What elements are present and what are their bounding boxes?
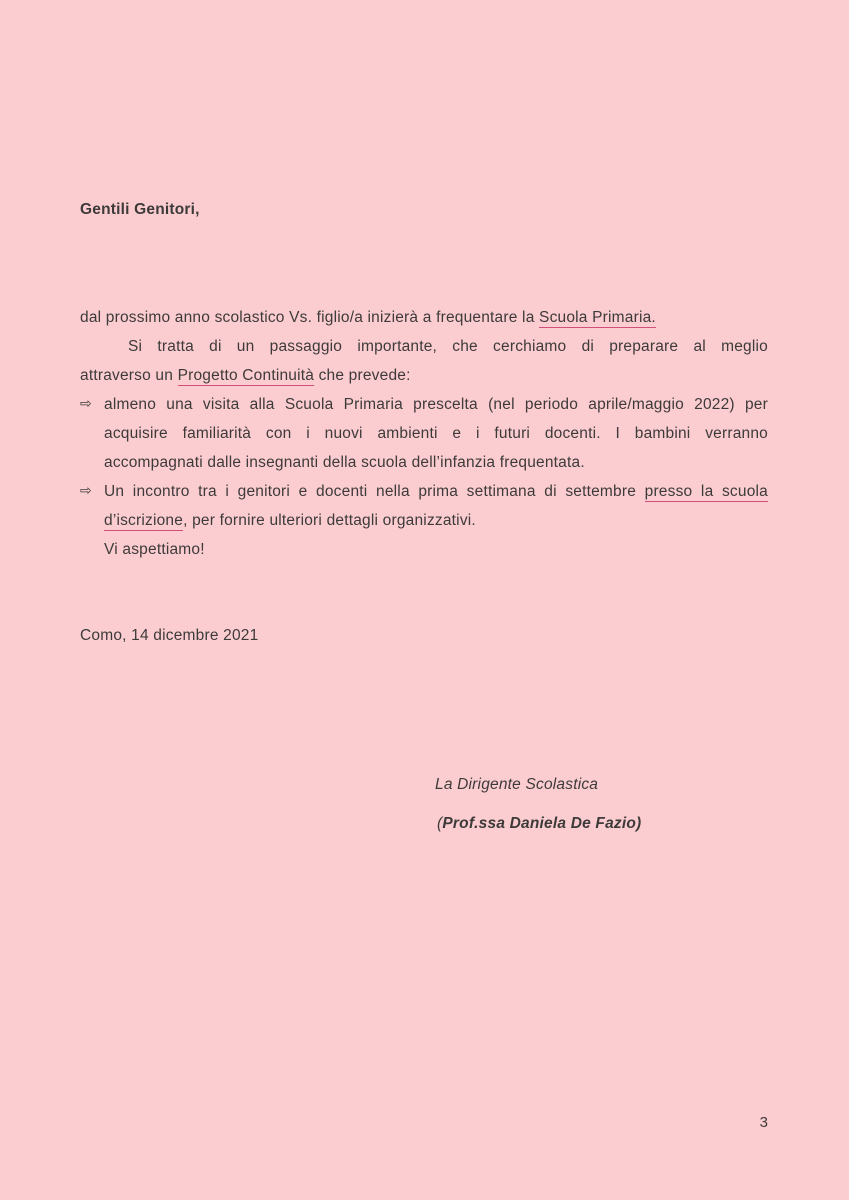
paragraph-passaggio-line1: Si tratta di un passaggio importante, che cerchiamo di preparare al meglio <box>128 338 768 355</box>
bullet-incontro-line1 <box>104 477 768 506</box>
paragraph-passaggio-line2 <box>80 361 768 390</box>
bullet-visita <box>80 390 768 477</box>
bullet-incontro <box>80 477 768 535</box>
bullet-incontro-line2 <box>104 506 768 535</box>
incontro-text-before: Un incontro tra i genitori e docenti nella prima settimana di settembre <box>104 483 645 500</box>
bullet-visita-line3: accompagnati dalle insegnanti della scuola dell’infanzia frequentata. <box>104 454 585 471</box>
closing-line: Vi aspettiamo! <box>104 541 205 558</box>
arrow-bullet-icon: ⇨ <box>80 483 92 499</box>
arrow-bullet-icon: ⇨ <box>80 396 92 412</box>
passaggio-text-before: attraverso un <box>80 367 178 384</box>
underlined-progetto-continuita: Progetto Continuità <box>177 367 315 384</box>
signature-name <box>437 809 768 838</box>
signature-open-paren: ( <box>437 815 443 832</box>
place-and-date: Como, 14 dicembre 2021 <box>80 627 259 644</box>
incontro-text-after: , per fornire ulteriori dettagli organizzativi. <box>183 512 476 529</box>
underlined-presso-la-scuola: presso la scuola <box>644 483 768 500</box>
intro-text: dal prossimo anno scolastico Vs. figlio/a inizierà a frequentare la <box>80 309 540 326</box>
signature-name-bold: Prof.ssa Daniela De Fazio) <box>442 815 642 832</box>
salutation: Gentili Genitori, <box>80 201 200 218</box>
underlined-discrizione: d’iscrizione <box>104 512 184 529</box>
underlined-scuola-primaria: Scuola Primaria. <box>539 309 656 326</box>
bullet-visita-line2: acquisire familiarità con i nuovi ambienti e i futuri docenti. I bambini verranno <box>104 425 768 442</box>
passaggio-text-after: che prevede: <box>314 367 411 384</box>
paragraph-intro <box>80 303 768 332</box>
page-number: 3 <box>759 1114 768 1131</box>
bullet-visita-line1: almeno una visita alla Scuola Primaria prescelta (nel periodo aprile/maggio 2022) per <box>104 396 768 413</box>
signature-role: La Dirigente Scolastica <box>435 776 599 793</box>
